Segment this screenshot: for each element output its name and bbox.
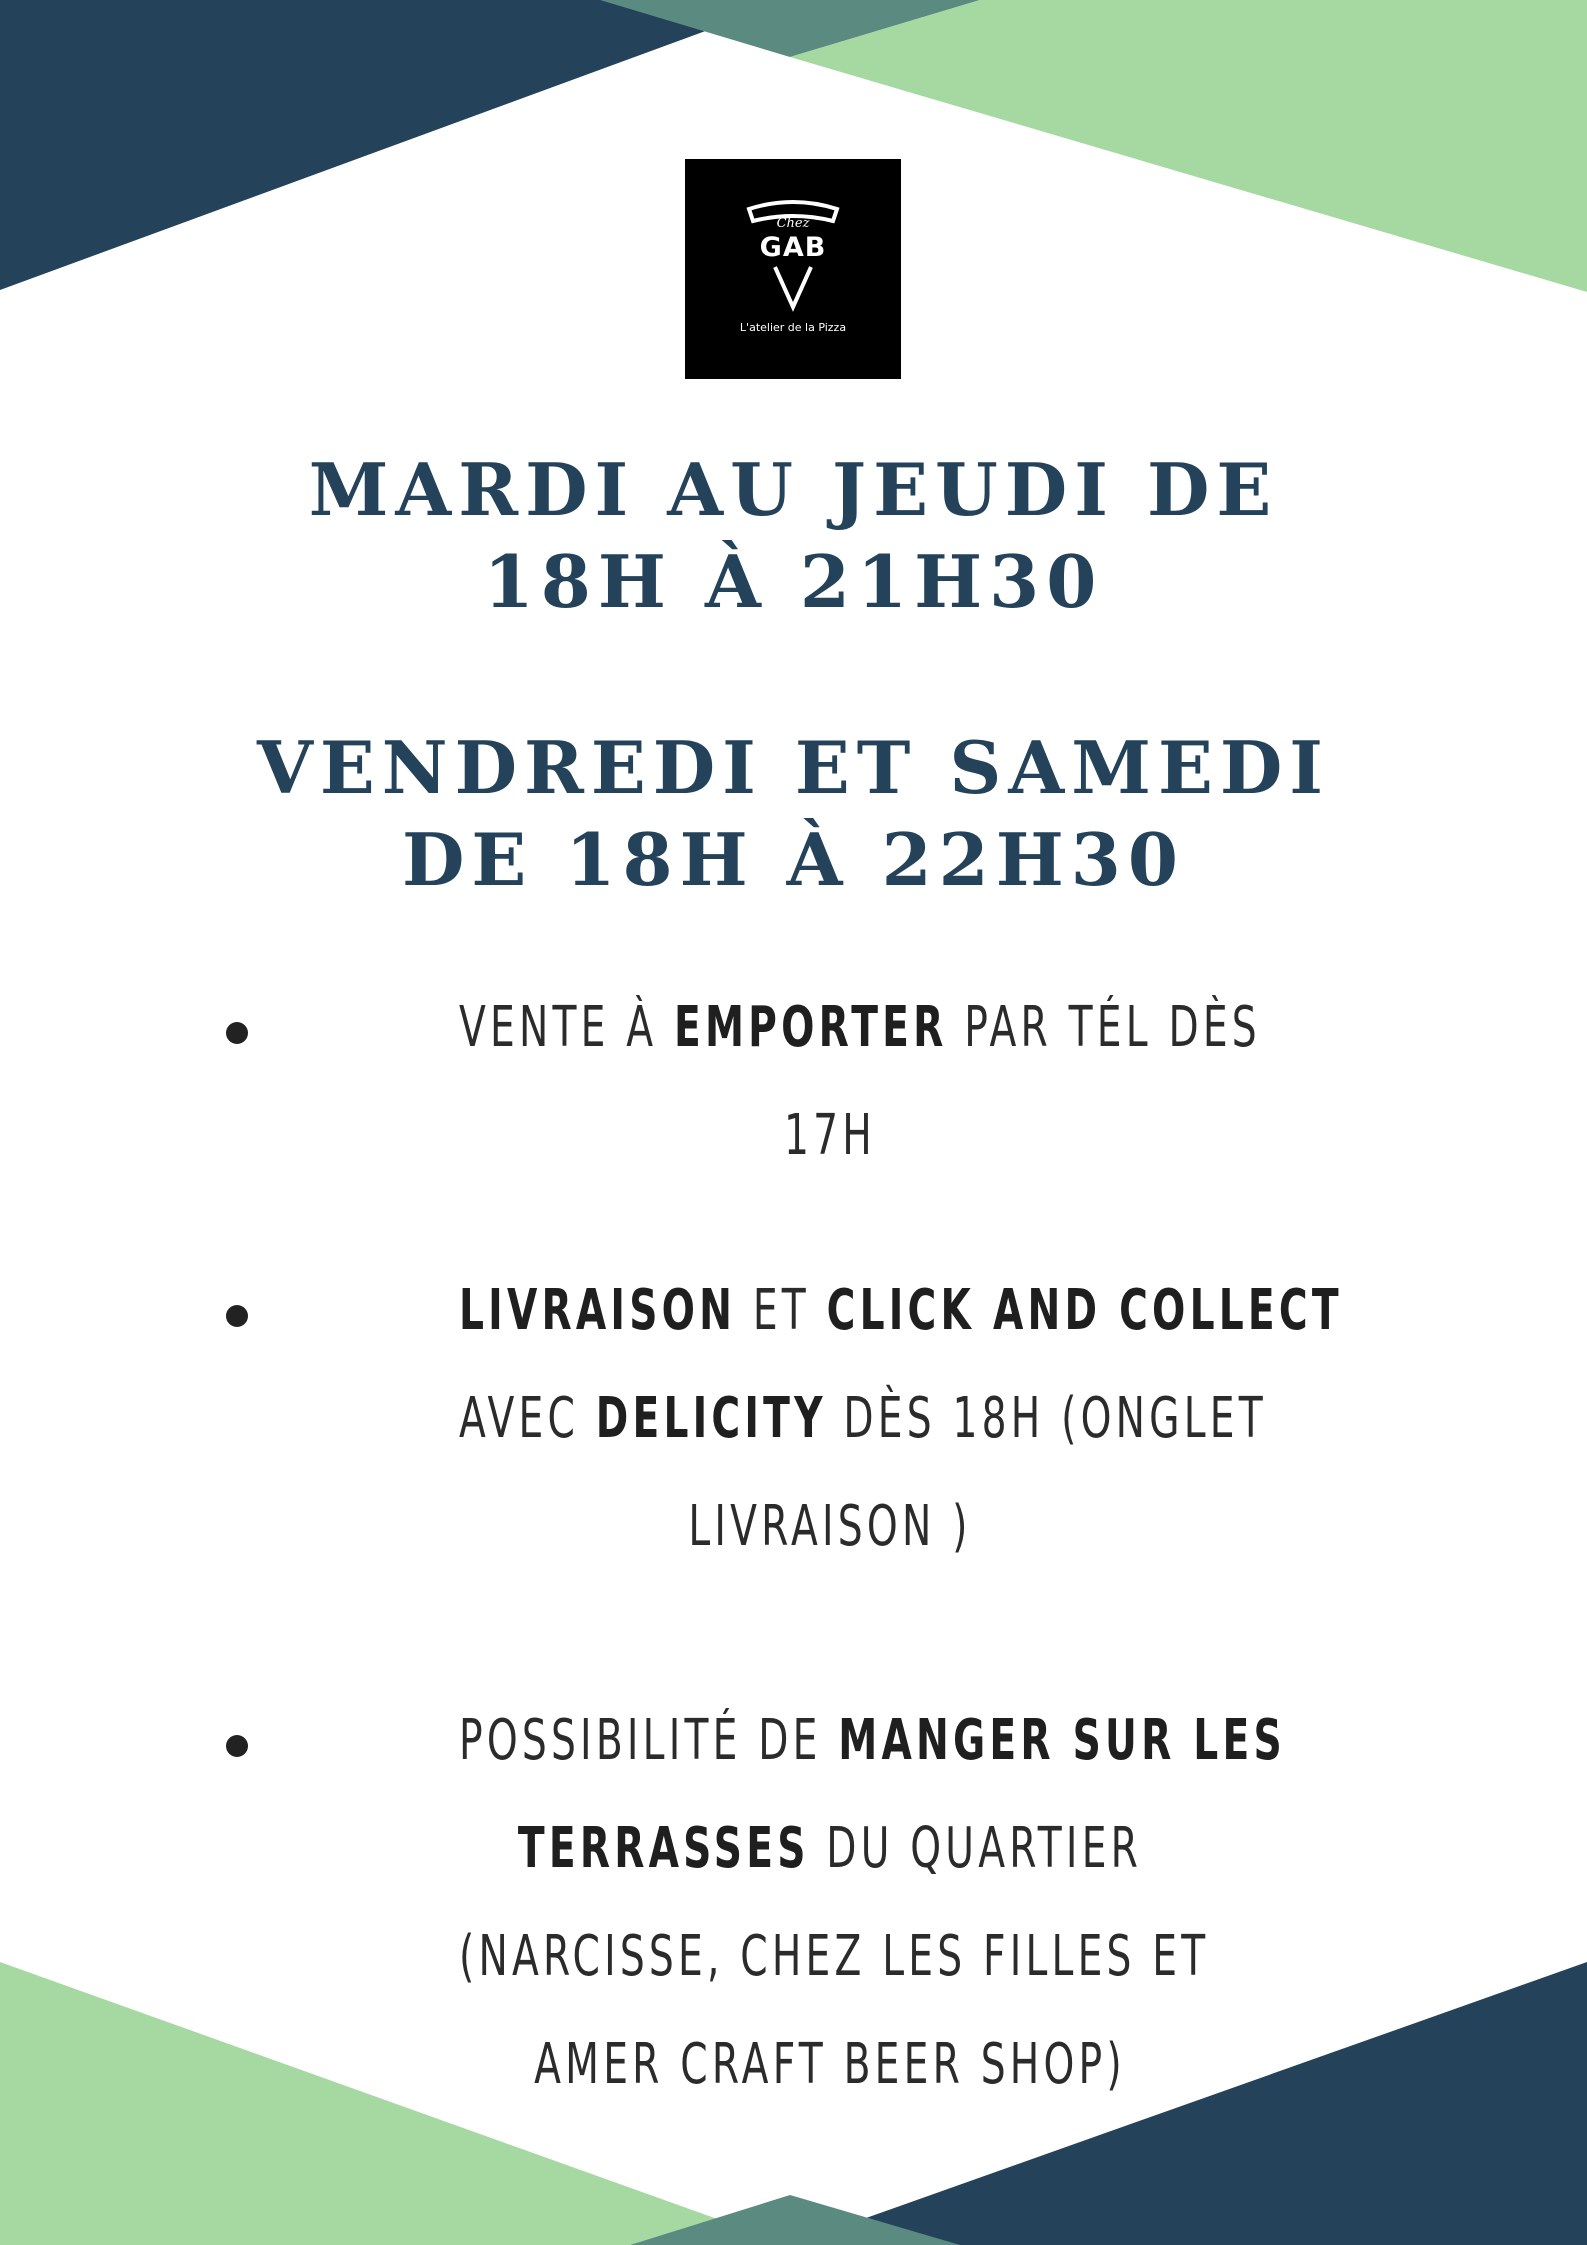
- logo-prefix: Chez: [776, 216, 810, 231]
- service-item: [459, 1687, 1286, 2119]
- text-segment: POSSIBILITÉ DE: [459, 1708, 839, 1773]
- logo-name: GAB: [759, 232, 827, 263]
- service-item-line: [459, 1903, 1210, 2011]
- top-left-navy-triangle: [0, 0, 790, 290]
- text-segment: 17H: [784, 1103, 876, 1168]
- text-segment: (NARCISSE, CHEZ LES FILLES ET: [459, 1924, 1210, 1989]
- text-segment: VENTE À: [459, 995, 674, 1060]
- service-item: [459, 974, 1261, 1190]
- emphasis-text: DELICITY: [595, 1386, 827, 1451]
- bullet-dot: [226, 1022, 248, 1044]
- service-item-line: [459, 1082, 1201, 1190]
- emphasis-text: MANGER SUR LES: [838, 1708, 1286, 1773]
- bullet-dot: [226, 1735, 248, 1757]
- logo-tagline: L'atelier de la Pizza: [739, 321, 847, 334]
- pizza-slice-icon: [685, 159, 901, 379]
- text-segment: ET: [736, 1278, 827, 1343]
- emphasis-text: CLICK AND COLLECT: [826, 1278, 1343, 1343]
- service-item-line: [459, 1473, 1201, 1581]
- service-item-line: [459, 1257, 1343, 1365]
- bullet-dot: [226, 1305, 248, 1327]
- text-segment: PAR TÉL DÈS: [947, 995, 1261, 1060]
- text-segment: AVEC: [459, 1386, 596, 1451]
- service-item-line: [459, 1795, 1201, 1903]
- service-item-line: [459, 2011, 1201, 2119]
- top-right-green-triangle: [790, 0, 1587, 292]
- text-segment: DÈS 18H (ONGLET: [826, 1386, 1267, 1451]
- emphasis-text: TERRASSES: [517, 1816, 810, 1881]
- text-segment: DU QUARTIER: [809, 1816, 1143, 1881]
- text-segment: AMER CRAFT BEER SHOP): [534, 2032, 1126, 2097]
- hours-weekdays: [0, 444, 1587, 628]
- hours-weekend: [0, 722, 1587, 906]
- hours-weekend-line-2: DE 18H À 22H30: [401, 817, 1186, 902]
- text-segment: LIVRAISON ): [688, 1494, 972, 1559]
- hours-weekend-line-1: VENDREDI ET SAMEDI: [257, 725, 1330, 810]
- hours-weekdays-line-2: 18H À 21H30: [483, 539, 1104, 624]
- emphasis-text: EMPORTER: [673, 995, 948, 1060]
- service-item: [459, 1257, 1343, 1581]
- service-item-line: [459, 1687, 1286, 1795]
- emphasis-text: LIVRAISON: [459, 1278, 737, 1343]
- service-item-line: [459, 974, 1261, 1082]
- service-item-line: [459, 1365, 1267, 1473]
- logo: [685, 159, 901, 379]
- hours-weekdays-line-1: MARDI AU JEUDI DE: [308, 447, 1279, 532]
